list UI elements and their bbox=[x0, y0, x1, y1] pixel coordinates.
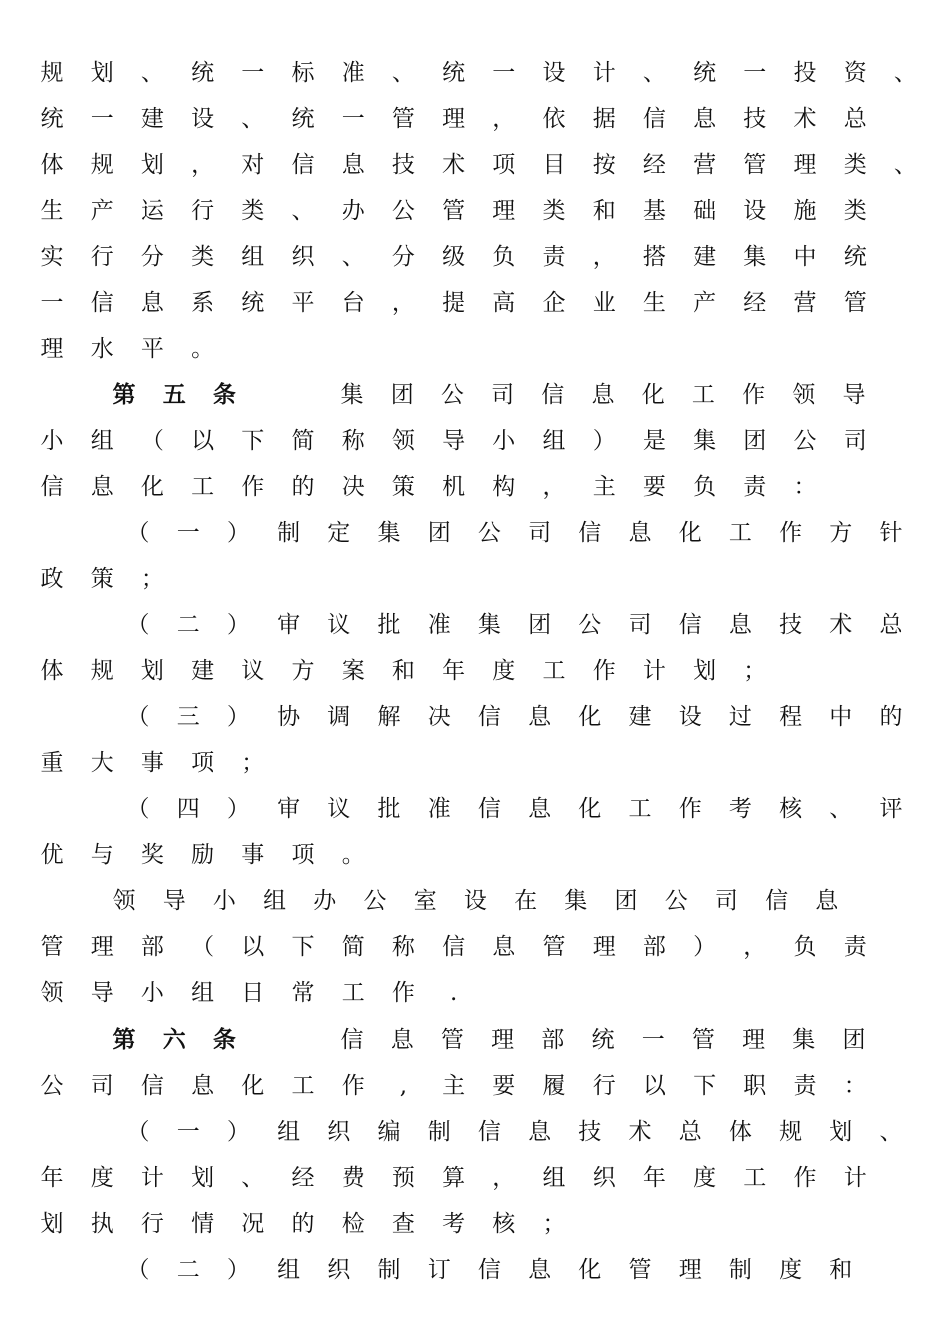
text-line: （ 一 ） 制 定 集 团 公 司 信 息 化 工 作 方 针 bbox=[126, 520, 903, 546]
text-line: 领 导 小 组 办 公 室 设 在 集 团 公 司 信 息 bbox=[112, 888, 839, 914]
article-heading: 第 六 条 bbox=[112, 1026, 236, 1053]
text-line: （ 二 ） 审 议 批 准 集 团 公 司 信 息 技 术 总 bbox=[126, 612, 903, 638]
text-line: 集 团 公 司 信 息 化 工 作 领 导 bbox=[340, 382, 866, 408]
text-line: （ 二 ） 组 织 制 订 信 息 化 管 理 制 度 和 bbox=[126, 1257, 853, 1283]
text-line: 信 息 化 工 作 的 决 策 机 构 ， 主 要 负 责 ： bbox=[40, 474, 817, 500]
text-line: 体 规 划 ， 对 信 息 技 术 项 目 按 经 营 管 理 类 、 bbox=[40, 152, 917, 178]
text-line: 管 理 部 （ 以 下 简 称 信 息 管 理 部 ） ， 负 责 bbox=[40, 934, 867, 960]
text-line: 小 组 （ 以 下 简 称 领 导 小 组 ） 是 集 团 公 司 bbox=[40, 428, 867, 454]
text-line: 理 水 平 。 bbox=[40, 336, 215, 362]
text-line: （ 一 ） 组 织 编 制 信 息 技 术 总 体 规 划 、 bbox=[126, 1119, 903, 1145]
text-line: 优 与 奖 励 事 项 。 bbox=[40, 842, 365, 868]
text-line: 年 度 计 划 、 经 费 预 算 ， 组 织 年 度 工 作 计 bbox=[40, 1165, 867, 1191]
text-line: 实 行 分 类 组 织 、 分 级 负 责 ， 搭 建 集 中 统 bbox=[40, 244, 867, 270]
text-line: 体 规 划 建 议 方 案 和 年 度 工 作 计 划 ； bbox=[40, 658, 767, 684]
text-line: 规 划 、 统 一 标 准 、 统 一 设 计 、 统 一 投 资 、 bbox=[40, 60, 917, 86]
text-line: （ 三 ） 协 调 解 决 信 息 化 建 设 过 程 中 的 bbox=[126, 704, 903, 730]
text-line: 生 产 运 行 类 、 办 公 管 理 类 和 基 础 设 施 类 bbox=[40, 198, 867, 224]
text-line: 重 大 事 项 ； bbox=[40, 750, 265, 776]
text-line: 政 策 ； bbox=[40, 566, 164, 592]
text-line: 一 信 息 系 统 平 台 ， 提 高 企 业 生 产 经 营 管 bbox=[40, 290, 867, 316]
text-line: 划 执 行 情 况 的 检 查 考 核 ； bbox=[40, 1211, 566, 1237]
article-heading: 第 五 条 bbox=[112, 381, 236, 408]
text-line: 公 司 信 息 化 工 作 , 主 要 履 行 以 下 职 责 ： bbox=[40, 1073, 867, 1099]
text-line: （ 四 ） 审 议 批 准 信 息 化 工 作 考 核 、 评 bbox=[126, 796, 903, 822]
text-line: 统 一 建 设 、 统 一 管 理 ， 依 据 信 息 技 术 总 bbox=[40, 106, 867, 132]
text-line: 领 导 小 组 日 常 工 作 . bbox=[40, 980, 458, 1006]
text-line: 信 息 管 理 部 统 一 管 理 集 团 bbox=[340, 1027, 866, 1053]
